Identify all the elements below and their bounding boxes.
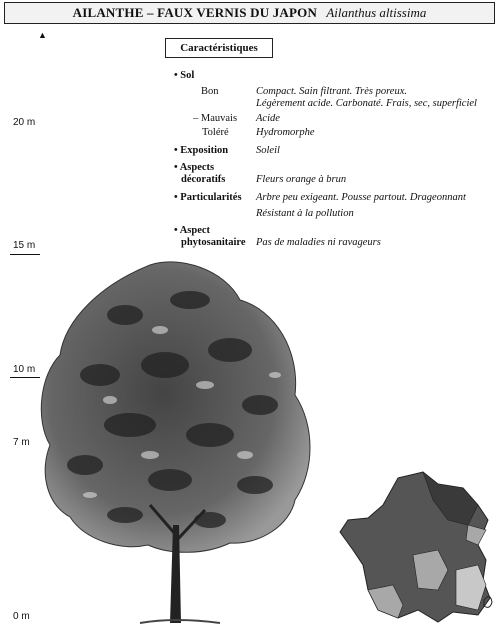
page-header xyxy=(4,2,495,24)
header-title: AILANTHE – FAUX VERNIS DU JAPON xyxy=(72,5,318,20)
sol-tolere-value: Hydromorphe xyxy=(256,127,315,138)
scale-label-20m: 20 m xyxy=(13,117,36,128)
characteristics-title: Caractéristiques xyxy=(165,38,273,58)
exposition-label: • Exposition xyxy=(174,145,229,156)
phyto-value: Pas de maladies ni ravageurs xyxy=(256,237,381,248)
tree-illustration xyxy=(30,255,320,627)
sol-label: • Sol xyxy=(174,70,195,81)
scale-label-15m: 15 m xyxy=(13,240,36,251)
sol-mauvais-label: – Mauvais xyxy=(193,113,238,124)
tree-crown xyxy=(41,262,310,552)
scale-label-7m: 7 m xyxy=(13,437,30,448)
scale-top-arrow: ▲ xyxy=(38,30,47,40)
aspects-label-2: décoratifs xyxy=(181,174,226,185)
particularites-line2: Résistant à la pollution xyxy=(256,208,354,219)
sol-mauvais-value: Acide xyxy=(256,113,280,124)
sol-bon-line1: Compact. Sain filtrant. Très poreux. xyxy=(256,86,407,97)
particularites-line1: Arbre peu exigeant. Pousse partout. Drageonnant xyxy=(256,192,466,203)
aspects-value: Fleurs orange à brun xyxy=(256,174,347,185)
sol-bon-line2: Légèrement acide. Carbonaté. Frais, sec, superficiel xyxy=(256,98,477,109)
aspects-label-1: • Aspects xyxy=(174,162,215,173)
particularites-label: • Particularités xyxy=(174,192,242,203)
scale-label-10m: 10 m xyxy=(13,364,36,375)
france-distribution-map xyxy=(338,470,496,628)
phyto-label-2: phytosanitaire xyxy=(181,237,246,248)
phyto-label-1: • Aspect xyxy=(174,225,211,236)
sol-bon-label: Bon xyxy=(201,86,219,97)
header-scientific-name: Ailanthus altissima xyxy=(326,5,427,20)
sol-tolere-label: Toléré xyxy=(202,127,229,138)
exposition-value: Soleil xyxy=(256,145,280,156)
scale-label-0m: 0 m xyxy=(13,611,30,622)
